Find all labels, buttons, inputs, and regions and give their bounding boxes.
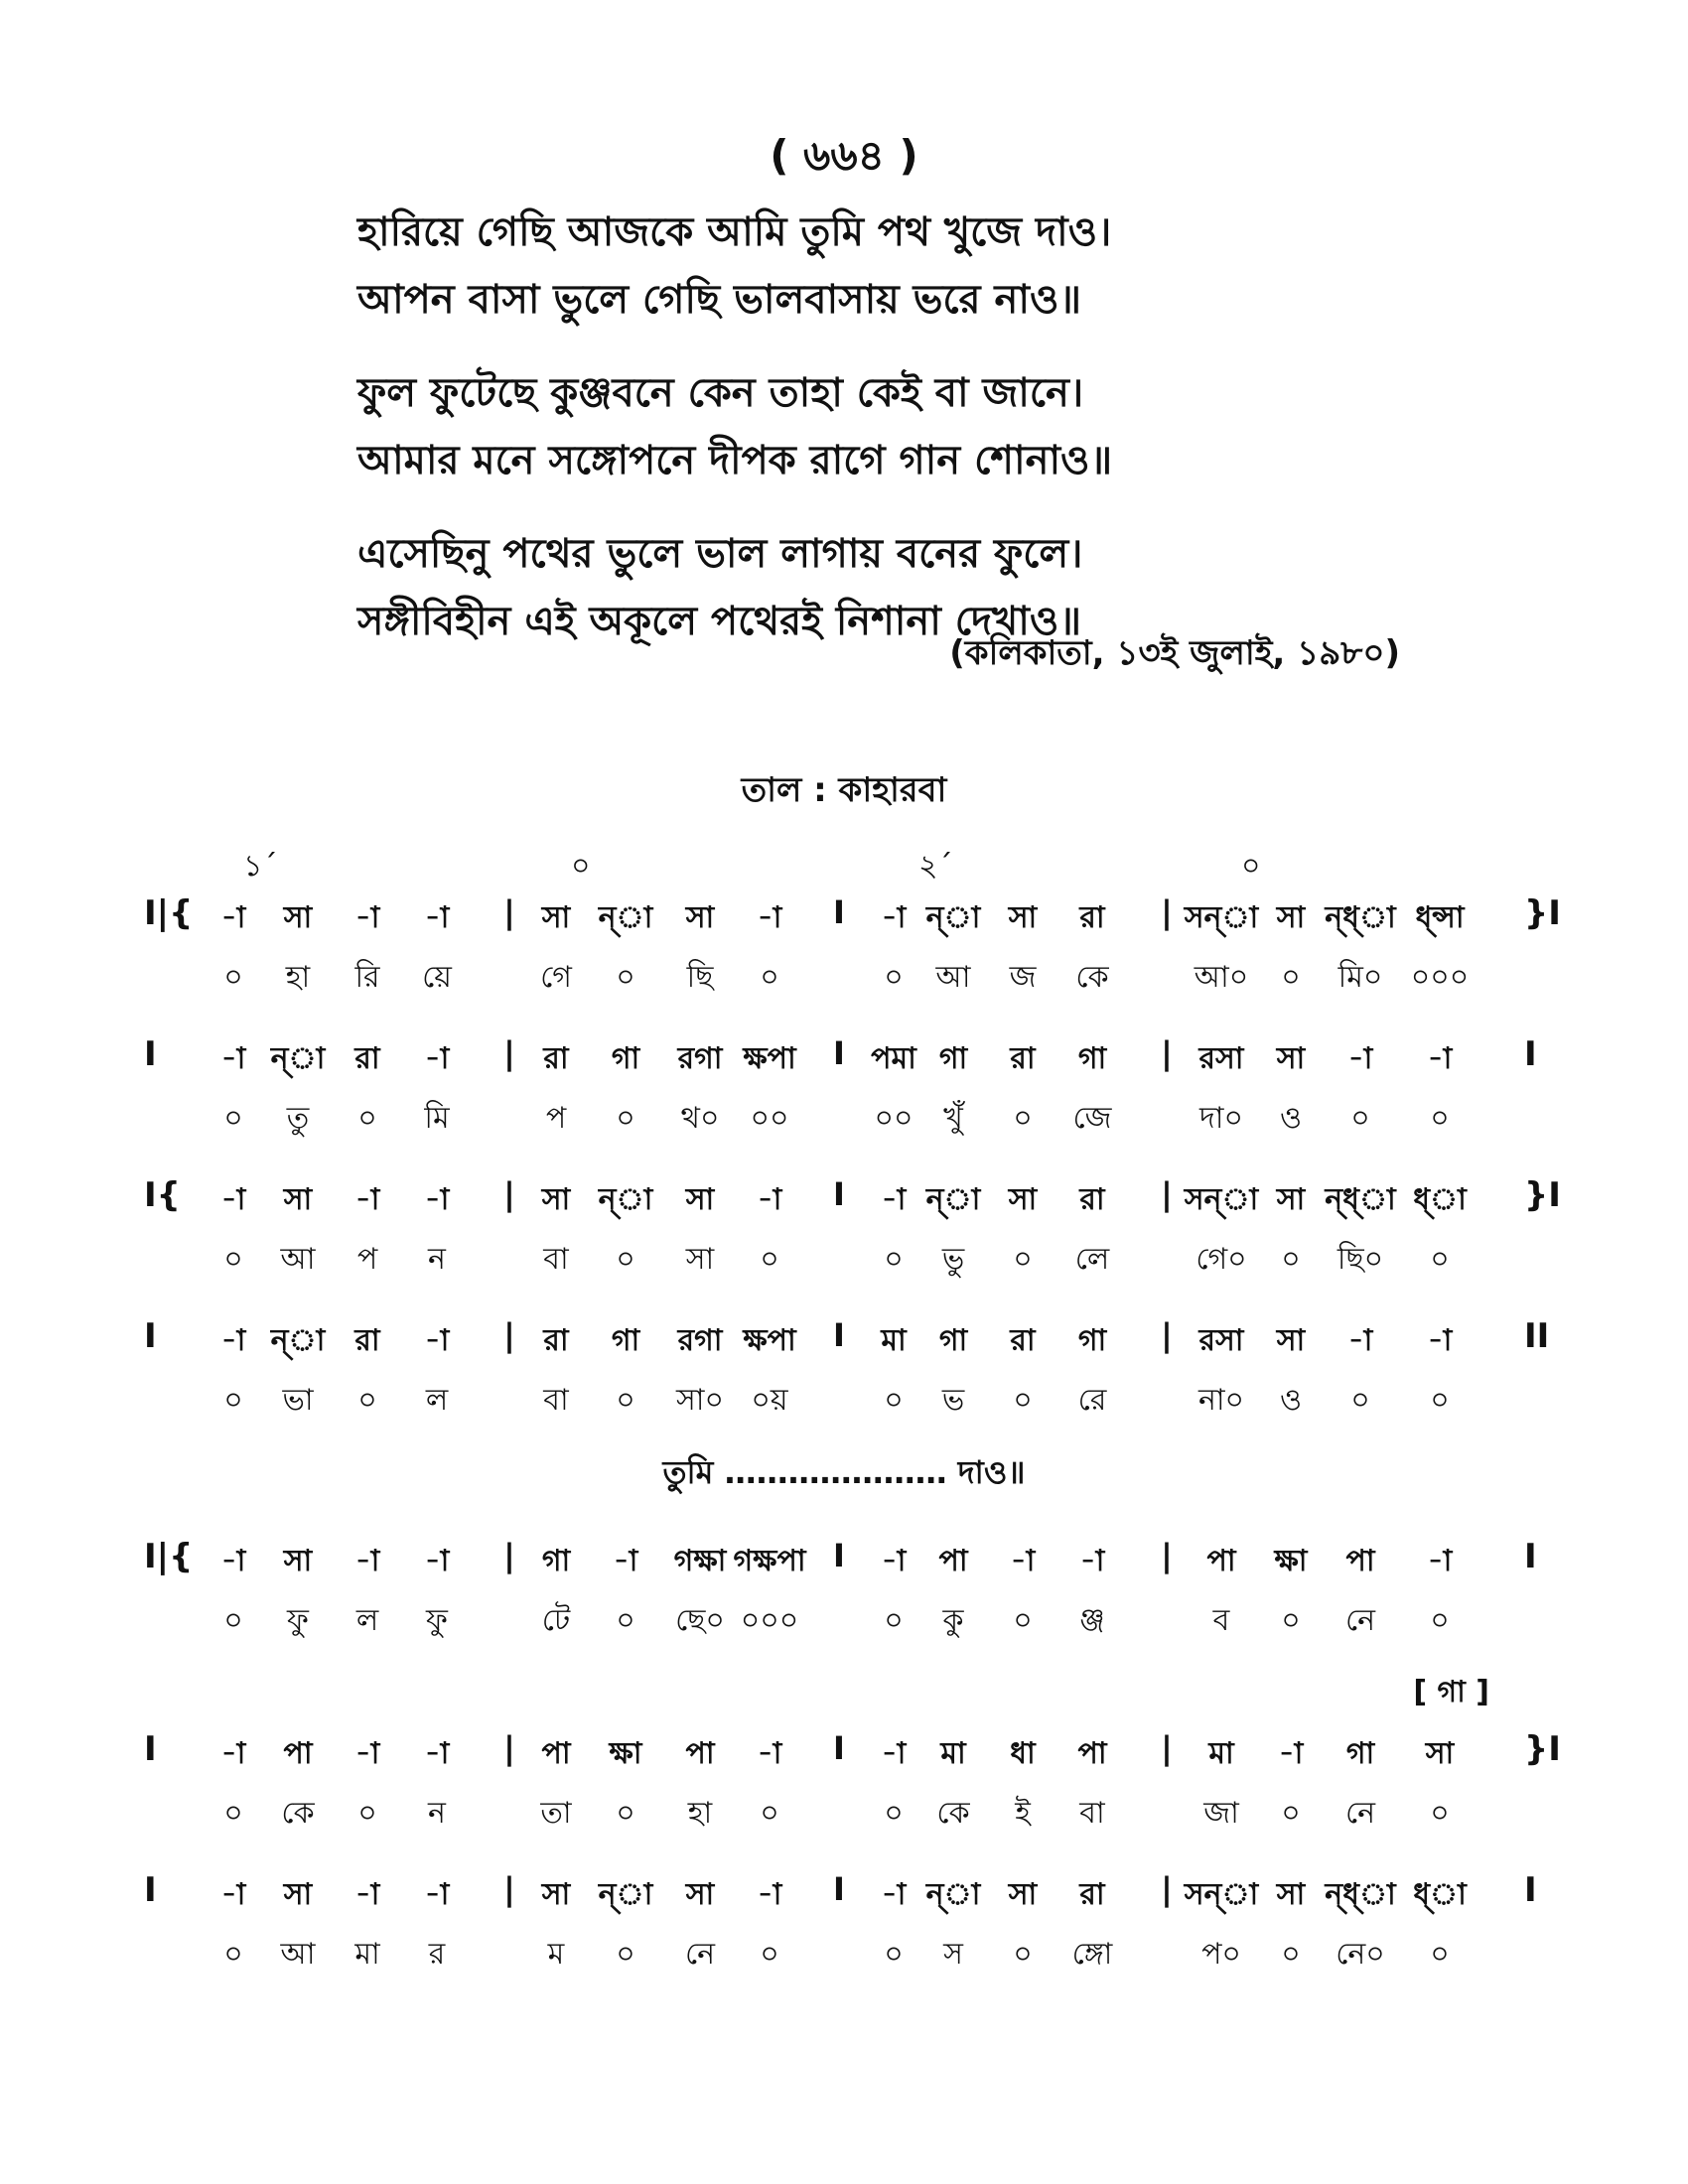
- syllable-line: [0, 953, 1688, 1003]
- note: ন্া: [925, 900, 981, 935]
- taal-heading: তাল : কাহারবা: [741, 770, 947, 810]
- syllable: ই: [1015, 1796, 1031, 1831]
- note: -া: [424, 1323, 450, 1358]
- syllable: ০০: [750, 1101, 789, 1136]
- syllable: ফু: [287, 1603, 309, 1638]
- syllable: সা০: [675, 1383, 725, 1418]
- bar-line: |: [503, 1729, 515, 1767]
- bar-line: |: [503, 1175, 515, 1213]
- note: সা: [1276, 1041, 1306, 1076]
- syllable-line: [0, 1094, 1688, 1144]
- syllable: থ০: [680, 1101, 720, 1136]
- note: রা: [543, 1041, 569, 1076]
- note: রগা: [677, 1323, 723, 1358]
- note: সা: [1008, 900, 1038, 935]
- row-end-mark: I: [1524, 1537, 1537, 1576]
- note: ন্া: [925, 1877, 981, 1912]
- syllable: ০: [1013, 1383, 1033, 1418]
- row-end-mark: }I: [1524, 893, 1561, 933]
- row-start-mark: I{: [144, 1175, 181, 1215]
- note: রসা: [1198, 1323, 1244, 1358]
- lyric-line: আপন বাসা ভুলে গেছি ভালবাসায় ভরে নাও॥: [357, 277, 1082, 323]
- syllable: ০: [1430, 1383, 1450, 1418]
- note: পা: [541, 1736, 571, 1771]
- syllable: ০: [884, 1242, 904, 1277]
- note: ন্ধ্া: [1325, 1877, 1396, 1912]
- note: সা: [1008, 1877, 1038, 1912]
- syllable: ০: [1013, 1101, 1033, 1136]
- swaralipi-line: [0, 1175, 1688, 1225]
- note: পা: [1345, 1544, 1375, 1578]
- note: ক্ষপা: [743, 1323, 796, 1358]
- row-start-mark: I: [144, 1870, 157, 1910]
- note: গা: [1077, 1323, 1107, 1358]
- syllable-line: [0, 1596, 1688, 1646]
- bar-line: |: [1161, 1537, 1173, 1574]
- note: পা: [283, 1736, 313, 1771]
- bar-line: |: [503, 1034, 515, 1072]
- note: ক্ষা: [609, 1736, 642, 1771]
- syllable: ০: [357, 1383, 377, 1418]
- syllable: ০: [616, 1796, 635, 1831]
- note: -া: [881, 1544, 907, 1578]
- swaralipi-line: [0, 1034, 1688, 1084]
- note: গা: [541, 1544, 571, 1578]
- syllable: ম: [547, 1937, 565, 1972]
- note: -া: [881, 1182, 907, 1217]
- note: -া: [881, 900, 907, 935]
- note: রা: [354, 1323, 380, 1358]
- bar-line: I: [833, 1034, 845, 1072]
- note: ন্া: [270, 1041, 326, 1076]
- note: রা: [543, 1323, 569, 1358]
- note: সা: [1008, 1182, 1038, 1217]
- syllable: বা: [543, 1242, 569, 1277]
- syllable: ০: [884, 960, 904, 995]
- bar-line: |: [503, 1537, 515, 1574]
- syllable-line: [0, 1789, 1688, 1839]
- syllable: আ: [280, 1242, 316, 1277]
- note: -া: [220, 1323, 246, 1358]
- note: পা: [938, 1544, 968, 1578]
- note: পমা: [871, 1041, 916, 1076]
- syllable: জ: [1009, 960, 1037, 995]
- syllable: মি০: [1337, 960, 1383, 995]
- syllable: ০: [1430, 1101, 1450, 1136]
- note: রা: [354, 1041, 380, 1076]
- syllable: ০: [357, 1796, 377, 1831]
- bar-line: I: [833, 893, 845, 931]
- syllable: কু: [942, 1603, 964, 1638]
- note: -া: [220, 900, 246, 935]
- syllable: তু: [286, 1101, 310, 1136]
- stanza: [357, 199, 1350, 334]
- note: গা: [938, 1041, 968, 1076]
- syllable: নে: [684, 1937, 716, 1972]
- note: ন্া: [598, 1877, 653, 1912]
- note: -া: [1427, 1544, 1453, 1578]
- note: ন্ধ্া: [1325, 1182, 1396, 1217]
- syllable: ভু: [941, 1242, 965, 1277]
- note: সা: [1425, 1736, 1455, 1771]
- row-end-mark: }I: [1524, 1175, 1561, 1215]
- notation-row: [0, 1034, 1688, 1175]
- syllable: ছে০: [675, 1603, 725, 1638]
- note: -া: [1427, 1323, 1453, 1358]
- note: -া: [220, 1877, 246, 1912]
- note: -া: [424, 1736, 450, 1771]
- note: সা: [283, 1877, 313, 1912]
- syllable: কে: [1075, 960, 1109, 995]
- syllable: ০: [1430, 1242, 1450, 1277]
- note: -া: [1079, 1544, 1105, 1578]
- note: -া: [220, 1182, 246, 1217]
- syllable: ন: [428, 1242, 446, 1277]
- syllable: ল: [355, 1603, 379, 1638]
- page-number: ( ৬৬৪ ): [770, 131, 918, 180]
- syllable: গে: [540, 960, 572, 995]
- beat-marker: ০: [571, 849, 591, 884]
- note: -া: [354, 900, 380, 935]
- note: -া: [881, 1736, 907, 1771]
- syllable: ব: [1212, 1603, 1230, 1638]
- row-start-mark: I|{: [144, 1537, 194, 1576]
- syllable: ছি: [686, 960, 714, 995]
- syllable: লে: [1074, 1242, 1110, 1277]
- note: গা: [1077, 1041, 1107, 1076]
- note: -া: [757, 1736, 782, 1771]
- syllable: ০: [1281, 1603, 1301, 1638]
- syllable: ০: [1013, 1937, 1033, 1972]
- lyric-line: এসেছিনু পথের ভুলে ভাল লাগায় বনের ফুলে।: [357, 531, 1083, 577]
- note: -া: [424, 1041, 450, 1076]
- note: সা: [1276, 1182, 1306, 1217]
- syllable: নে০: [1336, 1937, 1385, 1972]
- note: -া: [1278, 1736, 1304, 1771]
- note: গক্ষা: [673, 1544, 727, 1578]
- note: ধ্া: [1413, 1182, 1467, 1217]
- syllable: সা: [685, 1242, 715, 1277]
- swaralipi-line: [0, 1316, 1688, 1366]
- notation-row: [0, 1316, 1688, 1457]
- syllable: ০: [223, 1383, 243, 1418]
- note: সা: [1276, 1877, 1306, 1912]
- syllable: তা: [540, 1796, 572, 1831]
- syllable: না০: [1197, 1383, 1245, 1418]
- row-start-mark: I: [144, 1034, 157, 1074]
- bar-line: I: [833, 1870, 845, 1908]
- note: -া: [881, 1877, 907, 1912]
- bar-line: |: [1161, 1729, 1173, 1767]
- syllable: ল: [425, 1383, 449, 1418]
- syllable-line: [0, 1930, 1688, 1979]
- note: সা: [283, 1544, 313, 1578]
- notation-row: [0, 1870, 1688, 2011]
- syllable: নে: [1344, 1796, 1376, 1831]
- beat-marker: ২´: [918, 849, 953, 884]
- syllable: ০০: [874, 1101, 914, 1136]
- syllable: ভ: [941, 1383, 965, 1418]
- syllable: বা: [1079, 1796, 1105, 1831]
- syllable: খুঁ: [943, 1101, 963, 1136]
- note: ধা: [1010, 1736, 1036, 1771]
- beat-marker: ১´: [243, 849, 278, 884]
- syllable: ০: [884, 1796, 904, 1831]
- syllable: ০: [760, 1937, 779, 1972]
- note: -া: [1347, 1323, 1373, 1358]
- lyrics-block: [357, 199, 1350, 681]
- syllable: ০: [223, 1796, 243, 1831]
- note: রা: [1079, 1877, 1105, 1912]
- syllable: ০: [357, 1101, 377, 1136]
- note: সন্া: [1184, 1182, 1259, 1217]
- note: -া: [613, 1544, 638, 1578]
- note: -া: [424, 1544, 450, 1578]
- swaralipi-line: [0, 1870, 1688, 1920]
- notation-row: [0, 1729, 1688, 1870]
- syllable: ০: [1350, 1383, 1370, 1418]
- note: -া: [424, 900, 450, 935]
- bar-line: |: [503, 1870, 515, 1908]
- bar-line: I: [833, 1537, 845, 1574]
- note: সা: [541, 900, 571, 935]
- syllable: ও: [1279, 1383, 1303, 1418]
- note: সা: [685, 1182, 715, 1217]
- syllable: ফু: [426, 1603, 448, 1638]
- syllable: ন: [428, 1796, 446, 1831]
- syllable: মা: [354, 1937, 380, 1972]
- syllable: জা: [1203, 1796, 1239, 1831]
- bar-line: |: [1161, 893, 1173, 931]
- syllable: ০: [760, 1242, 779, 1277]
- notation-row: [0, 1175, 1688, 1316]
- note: সা: [283, 900, 313, 935]
- syllable: হা: [285, 960, 311, 995]
- note: -া: [424, 1182, 450, 1217]
- note: -া: [354, 1544, 380, 1578]
- syllable: ০: [1281, 1242, 1301, 1277]
- note: মা: [1208, 1736, 1234, 1771]
- note: সন্া: [1184, 900, 1259, 935]
- syllable: বা: [543, 1383, 569, 1418]
- syllable: ঞ্জ: [1079, 1603, 1105, 1638]
- syllable: প: [545, 1101, 567, 1136]
- note: রগা: [677, 1041, 723, 1076]
- note: রা: [1010, 1041, 1036, 1076]
- note: ন্া: [925, 1182, 981, 1217]
- syllable: ০য়: [751, 1383, 788, 1418]
- syllable: ০: [616, 1937, 635, 1972]
- syllable-line: [0, 1235, 1688, 1285]
- row-start-mark: I: [144, 1316, 157, 1356]
- syllable: ০: [223, 960, 243, 995]
- note: ধ্ন্সা: [1415, 900, 1465, 935]
- syllable: ০: [223, 1242, 243, 1277]
- note: -া: [757, 900, 782, 935]
- note: -া: [220, 1736, 246, 1771]
- bar-line: |: [1161, 1034, 1173, 1072]
- syllable: আ০: [1194, 960, 1249, 995]
- note: রসা: [1198, 1041, 1244, 1076]
- syllable: ভা: [282, 1383, 314, 1418]
- note: সা: [685, 900, 715, 935]
- note: ন্া: [598, 1182, 653, 1217]
- note: -া: [354, 1877, 380, 1912]
- syllable: আ: [280, 1937, 316, 1972]
- note: সা: [541, 1877, 571, 1912]
- syllable: ০: [223, 1101, 243, 1136]
- syllable: ০০০: [740, 1603, 799, 1638]
- note: ন্া: [270, 1323, 326, 1358]
- note: -া: [354, 1182, 380, 1217]
- row-end-mark: II: [1524, 1316, 1550, 1356]
- note: সা: [1276, 900, 1306, 935]
- syllable: ০: [616, 960, 635, 995]
- syllable: ০: [884, 1603, 904, 1638]
- syllable: প০: [1201, 1937, 1241, 1972]
- syllable: ঙ্গো: [1071, 1937, 1113, 1972]
- syllable: ও: [1279, 1101, 1303, 1136]
- bar-line: I: [833, 1316, 845, 1354]
- syllable: জে: [1072, 1101, 1112, 1136]
- note: গক্ষপা: [733, 1544, 806, 1578]
- note: সা: [1276, 1323, 1306, 1358]
- notation-row: [0, 893, 1688, 1034]
- note: ন্ধ্া: [1325, 900, 1396, 935]
- note: সা: [541, 1182, 571, 1217]
- note: গা: [938, 1323, 968, 1358]
- note: সা: [685, 1877, 715, 1912]
- note: মা: [881, 1323, 907, 1358]
- syllable: ০: [616, 1101, 635, 1136]
- syllable: ০: [223, 1937, 243, 1972]
- note: রা: [1079, 900, 1105, 935]
- bar-line: I: [833, 1729, 845, 1767]
- note: -া: [424, 1877, 450, 1912]
- note: -া: [1427, 1041, 1453, 1076]
- lyric-line: ফুল ফুটেছে কুঞ্জবনে কেন তাহা কেই বা জানে।: [357, 370, 1084, 416]
- note: ন্া: [598, 900, 653, 935]
- syllable: আ: [935, 960, 971, 995]
- syllable: ০: [616, 1383, 635, 1418]
- beat-markers: [0, 842, 1688, 882]
- syllable: ছি০: [1336, 1242, 1384, 1277]
- syllable: দা০: [1199, 1101, 1243, 1136]
- syllable: র: [428, 1937, 446, 1972]
- note: -া: [220, 1544, 246, 1578]
- note: সা: [283, 1182, 313, 1217]
- swaralipi-line: [0, 1729, 1688, 1779]
- syllable: প: [356, 1242, 378, 1277]
- note: ক্ষপা: [743, 1041, 796, 1076]
- syllable: ০: [1430, 1796, 1450, 1831]
- alternate-note: [ গা ]: [1413, 1675, 1489, 1709]
- syllable: ০: [616, 1242, 635, 1277]
- row-end-mark: }I: [1524, 1729, 1561, 1769]
- note: -া: [757, 1877, 782, 1912]
- note: -া: [1347, 1041, 1373, 1076]
- note: পা: [685, 1736, 715, 1771]
- note: গা: [1345, 1736, 1375, 1771]
- lyric-line: সঙ্গীবিহীন এই অকূলে পথেরই নিশানা দেখাও॥: [357, 599, 1081, 644]
- row-start-mark: I: [144, 1729, 157, 1769]
- bar-line: |: [503, 1316, 515, 1354]
- note: ধ্া: [1413, 1877, 1467, 1912]
- note: রা: [1010, 1323, 1036, 1358]
- syllable: ০: [1013, 1603, 1033, 1638]
- syllable: ০: [760, 960, 779, 995]
- syllable: ০: [1350, 1101, 1370, 1136]
- row-start-mark: I|{: [144, 893, 194, 933]
- syllable: নে: [1344, 1603, 1376, 1638]
- syllable: হা: [687, 1796, 713, 1831]
- lyric-line: হারিয়ে গেছি আজকে আমি তুমি পথ খুজে দাও।: [357, 209, 1112, 255]
- syllable: ০: [1281, 1796, 1301, 1831]
- bar-line: |: [503, 893, 515, 931]
- note: -া: [1010, 1544, 1036, 1578]
- beat-marker: ০: [1241, 849, 1261, 884]
- syllable: গে০: [1196, 1242, 1247, 1277]
- swaralipi-line: [0, 1537, 1688, 1586]
- syllable: রি: [354, 960, 380, 995]
- refrain-note: তুমি ………………… দাও॥: [662, 1453, 1026, 1491]
- bar-line: I: [833, 1175, 845, 1213]
- syllable: ০: [616, 1603, 635, 1638]
- note: মা: [940, 1736, 966, 1771]
- syllable: ০০০: [1410, 960, 1470, 995]
- syllable: রে: [1077, 1383, 1107, 1418]
- note: ক্ষা: [1274, 1544, 1308, 1578]
- notation-row: [0, 1537, 1688, 1678]
- syllable: ০: [1013, 1242, 1033, 1277]
- note: -া: [220, 1041, 246, 1076]
- syllable: ০: [1281, 960, 1301, 995]
- bar-line: |: [1161, 1175, 1173, 1213]
- syllable: স: [943, 1937, 963, 1972]
- note: পা: [1206, 1544, 1236, 1578]
- note: -া: [354, 1736, 380, 1771]
- note: পা: [1077, 1736, 1107, 1771]
- note: -া: [757, 1182, 782, 1217]
- syllable: ০: [1430, 1937, 1450, 1972]
- note: গা: [611, 1041, 640, 1076]
- syllable: ০: [760, 1796, 779, 1831]
- syllable: ০: [223, 1603, 243, 1638]
- note: গা: [611, 1323, 640, 1358]
- syllable: ০: [884, 1937, 904, 1972]
- syllable: মি: [424, 1101, 450, 1136]
- bar-line: |: [1161, 1870, 1173, 1908]
- syllable: ০: [884, 1383, 904, 1418]
- note: রা: [1079, 1182, 1105, 1217]
- syllable: ০: [1281, 1937, 1301, 1972]
- syllable-line: [0, 1376, 1688, 1426]
- note: সন্া: [1184, 1877, 1259, 1912]
- row-end-mark: I: [1524, 1870, 1537, 1910]
- syllable: য়ে: [422, 960, 452, 995]
- bar-line: |: [1161, 1316, 1173, 1354]
- source-note: (কলিকাতা, ১৩ই জুলাই, ১৯৮০): [949, 633, 1400, 673]
- syllable: টে: [541, 1603, 571, 1638]
- syllable: ০: [1430, 1603, 1450, 1638]
- swaralipi-line: [0, 893, 1688, 943]
- syllable: কে: [936, 1796, 970, 1831]
- syllable: কে: [281, 1796, 315, 1831]
- stanza: [357, 359, 1350, 494]
- lyric-line: আমার মনে সঙ্গোপনে দীপক রাগে গান শোনাও॥: [357, 438, 1113, 483]
- row-end-mark: I: [1524, 1034, 1537, 1074]
